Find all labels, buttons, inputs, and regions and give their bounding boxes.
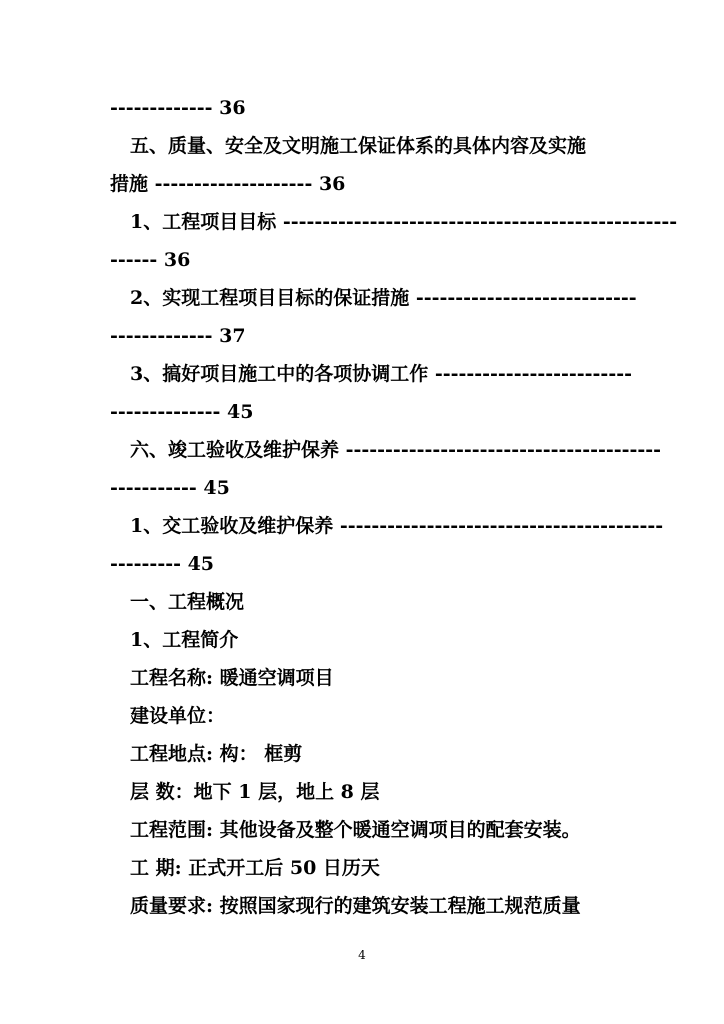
subsection-heading: 1、工程简介 — [130, 629, 239, 651]
toc-line: ------ 36 — [110, 249, 191, 271]
toc-line: ------------- 37 — [110, 325, 246, 347]
toc-entry-section-6: 六、竣工验收及维护保养 ---------------------------------------- — [130, 439, 662, 461]
toc-entry-section-5: 五、质量、安全及文明施工保证体系的具体内容及实施 — [130, 135, 587, 157]
toc-line: ----------- 45 — [110, 477, 230, 499]
toc-line: ------------- 36 — [110, 97, 246, 119]
toc-entry-5-3: 3、搞好项目施工中的各项协调工作 ------------------------- — [130, 363, 632, 385]
quality-line: 质量要求: 按照国家现行的建筑安装工程施工规范质量 — [130, 895, 581, 917]
toc-line: 措施 -------------------- 36 — [110, 173, 346, 195]
toc-entry-5-1: 1、工程项目目标 -------------------------------------------------- — [130, 211, 678, 233]
toc-entry-6-1: 1、交工验收及维护保养 ----------------------------------------- — [130, 515, 664, 537]
section-heading: 一、工程概况 — [130, 591, 245, 613]
floors-line: 层 数：地下 1 层，地上 8 层 — [130, 781, 380, 803]
scope-line: 工程范围: 其他设备及整个暖通空调项目的配套安装。 — [130, 819, 581, 841]
toc-entry-5-2: 2、实现工程项目目标的保证措施 ---------------------------- — [130, 287, 637, 309]
location-line: 工程地点: 构： 框剪 — [130, 743, 303, 765]
page-number: 4 — [358, 948, 366, 962]
builder-line: 建设单位： — [130, 705, 226, 727]
project-name-line: 工程名称: 暖通空调项目 — [130, 667, 334, 689]
toc-line: -------------- 45 — [110, 401, 254, 423]
duration-line: 工 期: 正式开工后 50 日历天 — [130, 857, 380, 879]
toc-line: --------- 45 — [110, 553, 215, 575]
